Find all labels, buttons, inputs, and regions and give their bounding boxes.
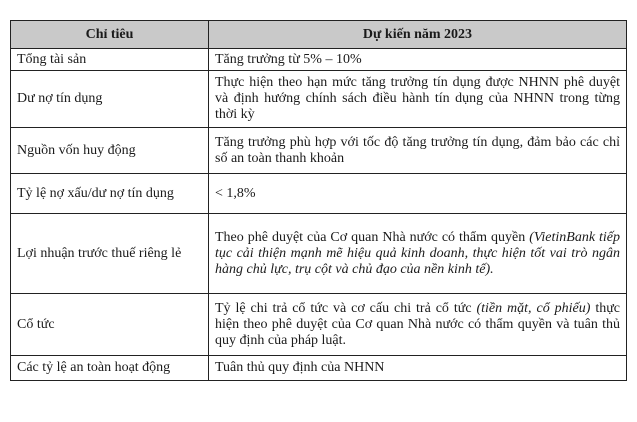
- row-label: Nguồn vốn huy động: [11, 128, 209, 174]
- row-value: Tuân thủ quy định của NHNN: [209, 356, 627, 381]
- table-row: [11, 49, 627, 71]
- value-text: Theo phê duyệt của Cơ quan Nhà nước có thẩm quyền: [215, 229, 526, 245]
- row-label: Lợi nhuận trước thuế riêng lẻ: [11, 214, 209, 294]
- plan-table: [10, 20, 627, 381]
- table-row: [11, 294, 627, 356]
- row-value: Tăng trưởng từ 5% – 10%: [209, 49, 627, 71]
- header-row: [11, 21, 627, 49]
- value-italic-note: (tiền mặt, cổ phiếu): [476, 300, 591, 316]
- row-value: < 1,8%: [209, 174, 627, 214]
- row-label: Dư nợ tín dụng: [11, 71, 209, 128]
- row-value: [209, 294, 627, 356]
- row-label: Cổ tức: [11, 294, 209, 356]
- row-value: Tăng trưởng phù hợp với tốc độ tăng trưởng tín dụng, đảm bảo các chỉ số an toàn thanh khoản: [209, 128, 627, 174]
- table-row: [11, 71, 627, 128]
- value-text-pre: Tỷ lệ chi trả cổ tức và cơ cấu chi trả cổ tức: [215, 300, 472, 316]
- value-text-post: thực hiện theo phê duyệt của Cơ quan Nhà nước có thẩm quyền và tuân thủ quy định của pháp luật.: [215, 300, 621, 348]
- row-label: Các tỷ lệ an toàn hoạt động: [11, 356, 209, 381]
- table-row: [11, 174, 627, 214]
- row-value: [209, 214, 627, 294]
- header-plan-2023: Dự kiến năm 2023: [209, 21, 627, 49]
- value-italic-note: (VietinBank tiếp tục cải thiện mạnh mẽ hiệu quả kinh doanh, thực hiện tốt vai trò ngân hàng chủ lực, trụ cột và chủ đạo của nền kinh tế).: [215, 229, 620, 277]
- table-row: [11, 356, 627, 381]
- header-indicator: Chỉ tiêu: [11, 21, 209, 49]
- table-row: [11, 128, 627, 174]
- row-label: Tổng tài sản: [11, 49, 209, 71]
- row-label: Tỷ lệ nợ xấu/dư nợ tín dụng: [11, 174, 209, 214]
- table-row: [11, 214, 627, 294]
- row-value: Thực hiện theo hạn mức tăng trưởng tín dụng được NHNN phê duyệt và định hướng chính sách điều hành tín dụng của NHNN trong từng thời kỳ: [209, 71, 627, 128]
